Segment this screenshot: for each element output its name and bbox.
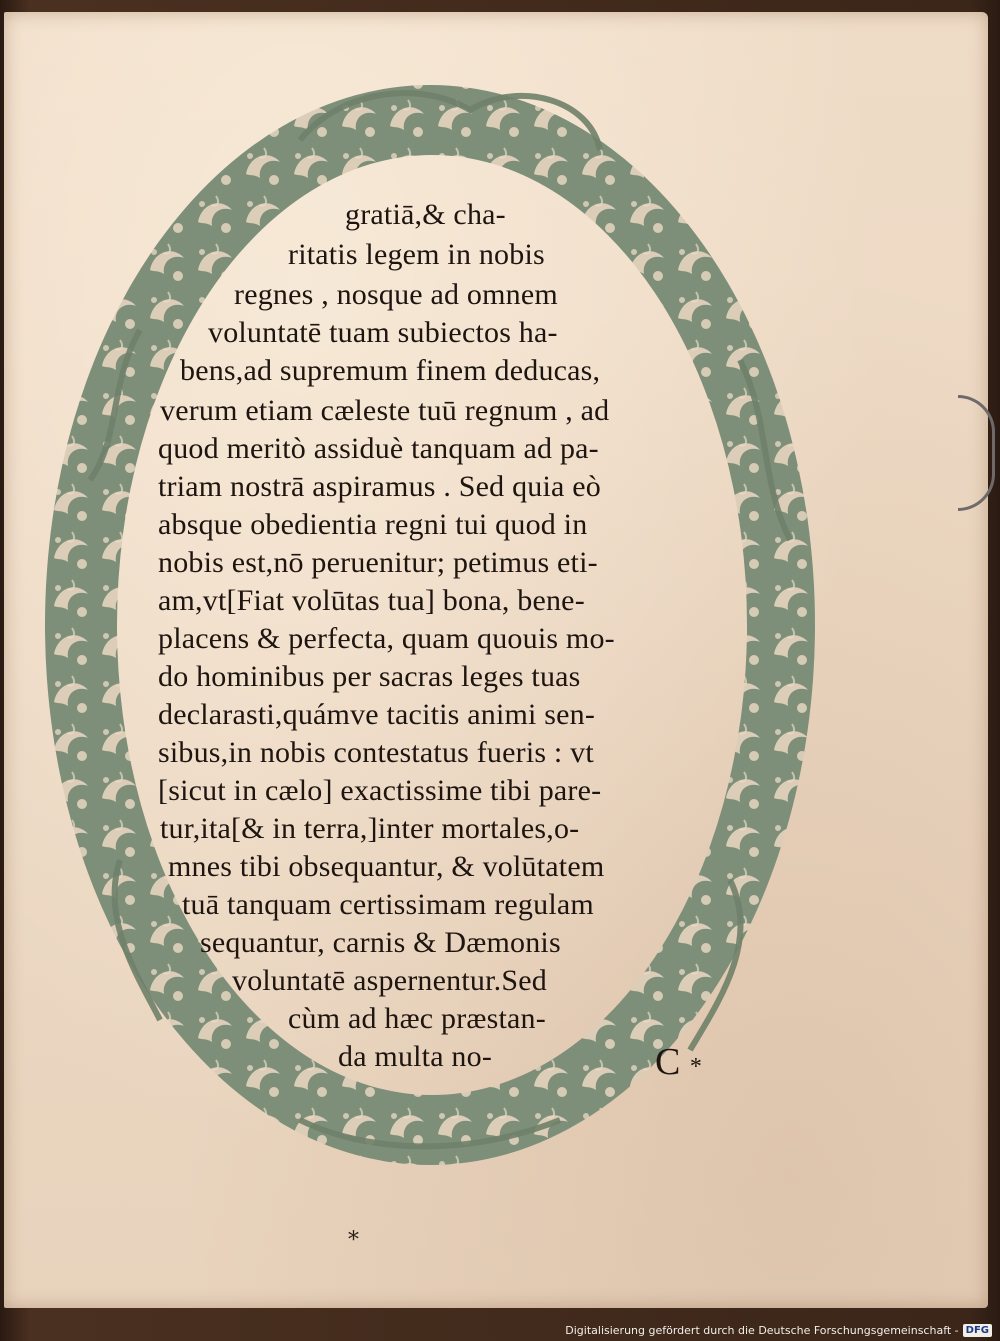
text-line: cùm ad hæc præstan- <box>288 1002 546 1035</box>
digitization-footer <box>565 1324 992 1337</box>
text-line: gratiā,& cha- <box>345 198 506 231</box>
text-line: triam nostrā aspiramus . Sed quia eò <box>158 470 601 503</box>
text-line: bens,ad supremum finem deducas, <box>180 354 601 387</box>
bottom-ornament-mark: * <box>348 1228 359 1253</box>
signature-suffix: * <box>689 1054 702 1080</box>
text-line: voluntatē tuam subiectos ha- <box>208 316 558 349</box>
text-line: da multa no- <box>338 1040 493 1073</box>
text-line: am,vt[Fiat volūtas tua] bona, bene- <box>158 584 585 617</box>
text-line: [sicut in cælo] exactissime tibi pare- <box>158 774 602 807</box>
text-line: sequantur, carnis & Dæmonis <box>200 926 561 959</box>
signature-letter: C <box>655 1041 681 1083</box>
text-line: placens & perfecta, quam quouis mo- <box>158 622 615 655</box>
text-line: mnes tibi obsequantur, & volūtatem <box>168 850 605 883</box>
text-line: tur,ita[& in terra,]inter mortales,o- <box>160 812 580 845</box>
text-line: absque obedientia regni tui quod in <box>158 508 588 541</box>
text-line: do hominibus per sacras leges tuas <box>158 660 581 693</box>
text-line: nobis est,nō peruenitur; petimus eti- <box>158 546 598 579</box>
text-line: sibus,in nobis contestatus fueris : vt <box>158 736 594 769</box>
text-line: verum etiam cæleste tuū regnum , ad <box>160 394 610 427</box>
text-line: regnes , nosque ad omnem <box>234 278 558 311</box>
text-line: ritatis legem in nobis <box>288 238 545 271</box>
footer-credit: Digitalisierung gefördert durch die Deutsche Forschungsgemeinschaft - <box>565 1324 959 1337</box>
text-line: declarasti,quámve tacitis animi sen- <box>158 698 596 731</box>
text-line: quod meritò assiduè tanquam ad pa- <box>158 432 599 465</box>
signature-mark <box>655 1040 702 1084</box>
text-line: tuā tanquam certissimam regulam <box>182 888 594 921</box>
dfg-logo: DFG <box>963 1324 992 1337</box>
text-line: voluntatē aspernentur.Sed <box>232 964 547 997</box>
